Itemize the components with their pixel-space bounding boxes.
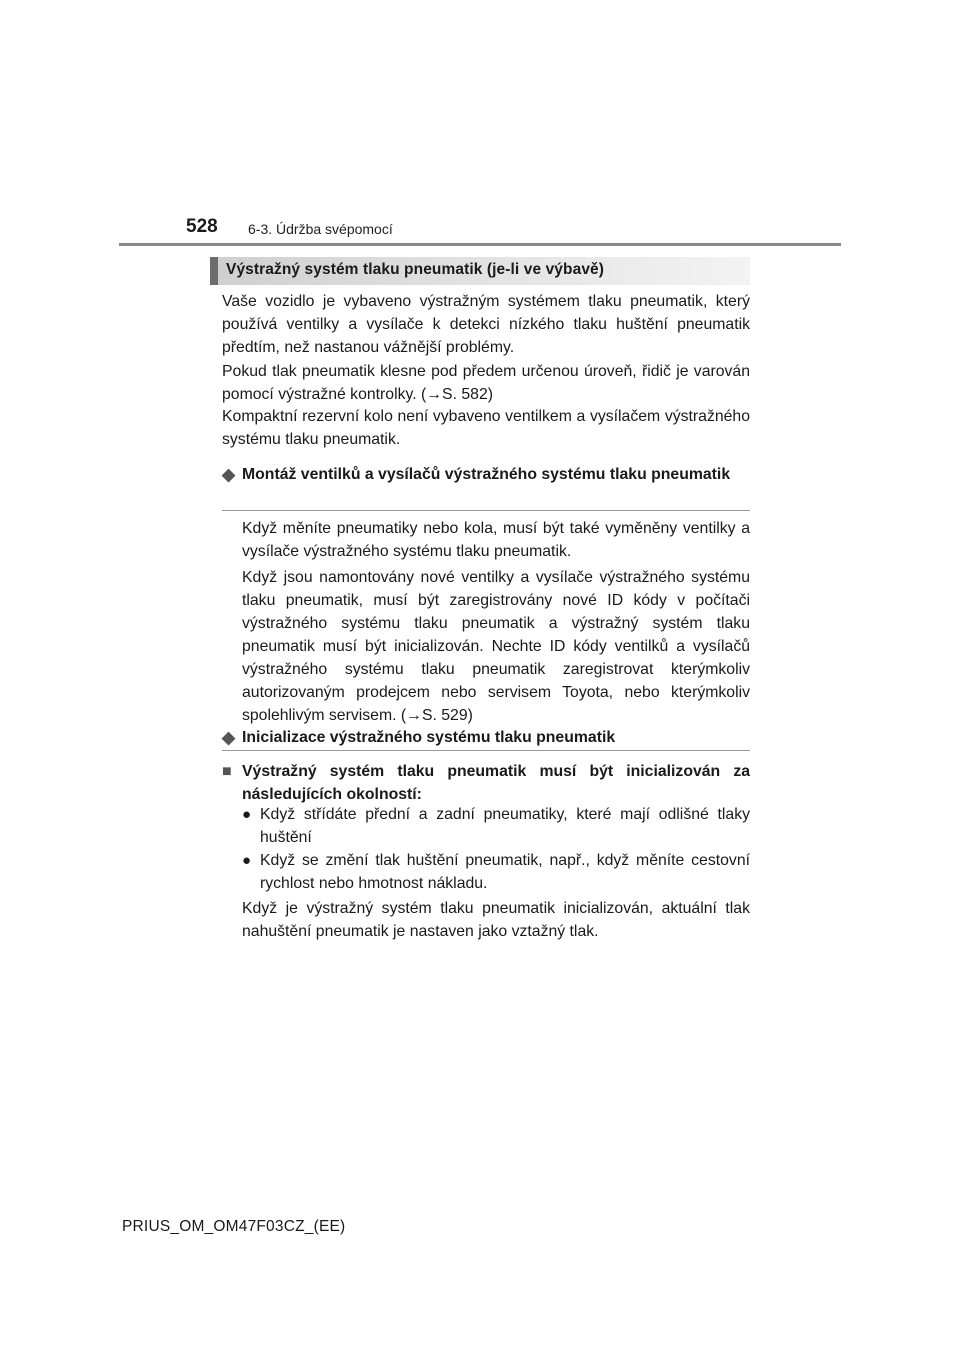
subsection-divider <box>222 750 750 751</box>
paragraph: Pokud tlak pneumatik klesne pod předem určenou úroveň, řidič je varován pomocí výstražné kontrolky. (→S. 582) <box>222 363 750 403</box>
diamond-icon: ◆ <box>222 728 236 747</box>
bullet-icon: ● <box>242 852 252 869</box>
paragraph: Kompaktní rezervní kolo není vybaveno ventilkem a vysílačem výstražného systému tlaku pneumatik. <box>222 408 750 448</box>
paragraph: Když jsou namontovány nové ventilky a vysílače výstražného systému tlaku pneumatik, musí být zaregistrovány nové ID kódy v počítači výstražného systému tlaku pneumatik a výstražný systém tlaku pneumatik musí být inicializován. Nechte ID kódy ventilků a vysílačů výstražného systému tlaku pneumatik zaregistrovat kterýmkoliv autorizovaným prodejcem nebo servisem Toyota, nebo kterýmkoliv spolehlivým servisem. (→S. 529) <box>242 569 750 724</box>
bullet-icon: ● <box>242 806 252 823</box>
page-number: 528 <box>186 216 218 237</box>
document-code: PRIUS_OM_OM47F03CZ_(EE) <box>122 1218 346 1235</box>
subsection-title: Montáž ventilků a vysílačů výstražného systému tlaku pneumatik <box>242 466 731 483</box>
list-item-text: Když střídáte přední a zadní pneumatiky, které mají odlišné tlaky huštění <box>260 806 750 846</box>
header-divider <box>119 243 841 246</box>
paragraph: Když měníte pneumatiky nebo kola, musí být také vyměněny ventilky a vysílače výstražného systému tlaku pneumatik. <box>242 520 750 560</box>
heading-text: Výstražný systém tlaku pneumatik (je-li ve výbavě) <box>226 261 605 278</box>
condition-heading-text: Výstražný systém tlaku pneumatik musí být inicializován za následujících okolností: <box>242 763 750 803</box>
list-item <box>242 849 750 895</box>
subsection-heading-initialization <box>222 726 750 749</box>
list-item-text: Když se změní tlak huštění pneumatik, např., když měníte cestovní rychlost nebo hmotnost nákladu. <box>260 852 750 892</box>
subsection-heading-installation <box>222 463 750 486</box>
subsection-divider <box>222 510 750 511</box>
paragraph: Vaše vozidlo je vybaveno výstražným systémem tlaku pneumatik, který používá ventilky a vysílače k detekci nízkého tlaku huštění pneumatik předtím, než nastanou vážnější problémy. <box>222 293 750 356</box>
section-path: 6-3. Údržba svépomocí <box>248 221 393 237</box>
condition-heading <box>222 760 750 806</box>
heading-accent-bar <box>210 257 218 285</box>
section-heading <box>210 257 750 285</box>
subsection-title: Inicializace výstražného systému tlaku pneumatik <box>242 729 616 746</box>
square-icon: ■ <box>222 763 232 780</box>
diamond-icon: ◆ <box>222 465 236 484</box>
paragraph: Když je výstražný systém tlaku pneumatik inicializován, aktuální tlak nahuštění pneumatik je nastaven jako vztažný tlak. <box>242 900 750 940</box>
list-item <box>242 803 750 849</box>
